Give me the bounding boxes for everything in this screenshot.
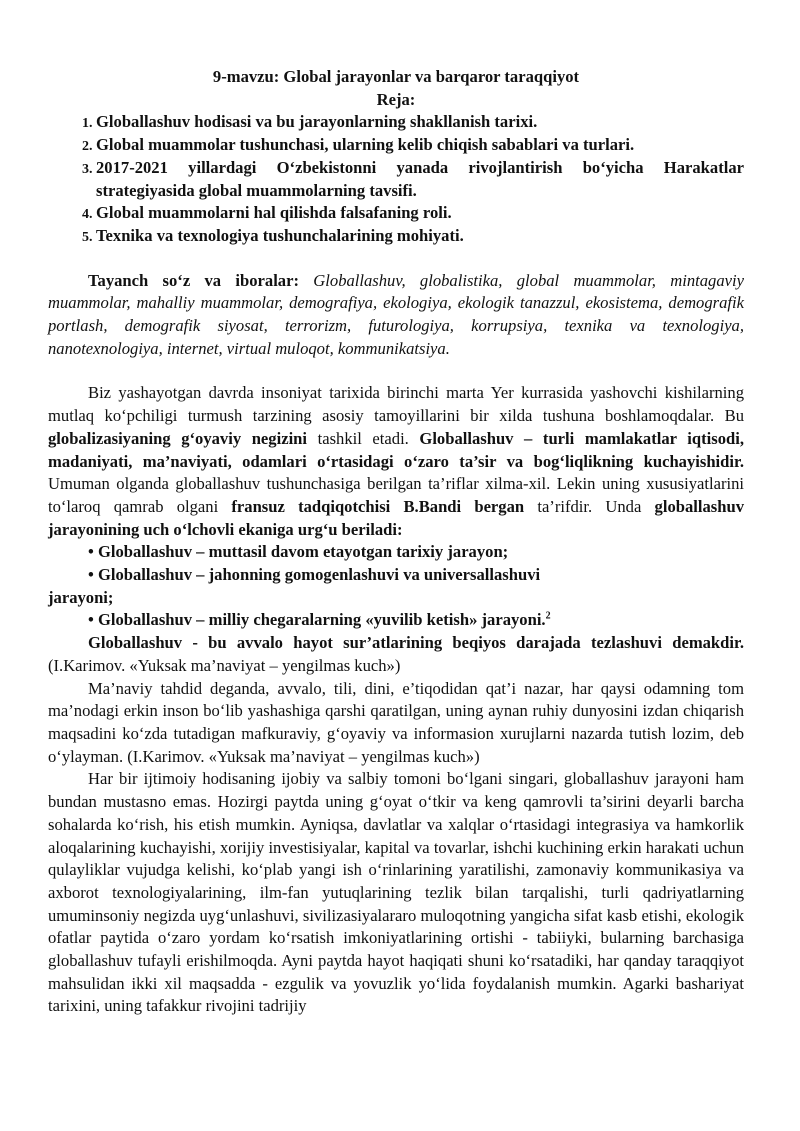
keywords-paragraph [48,270,744,361]
bold-run: globalizasiyaning g‘oyaviy negizini [48,428,308,448]
page-title: 9-mavzu: Global jarayonlar va barqaror taraqqiyot [212,67,580,86]
plan-item: 5. Texnika va texnologiya tushunchalarining mohiyati. [96,225,744,248]
body-paragraph: Har bir ijtimoiy hodisaning ijobiy va salbiy tomoni bo‘lgani singari, globallashuv jarayoni ham bundan mustasno emas. Hozirgi paytda uning g‘oyat o‘tkir va keng qamrovli ta’sirini deyarli barcha sohalarda ko‘rish, his etish mumkin. Ayniqsa, davlatlar va xalqlar o‘rtasidagi integrasiya va hamkorlik aloqalarining kuchayishi, xorijiy investisiyalar, kapital va tovarlar, ishchi kuchining erkin harakati uchun qulayliklar vujudga kelishi, ko‘plab yangi ish o‘rinlarining yaratilishi, zamonaviy kommunikasiya va axborot texnologiyalarining, ilm-fan yutuqlarining tezlik bilan tarqalishi, turli qadriyatlarning umuminsoniy negizda uyg‘unlashuvi, sivilizasiyalararo muloqotning yangicha sifat kasb etishi, ekologik ofatlar paytida o‘zaro yordam ko‘rsatish imkoniyatlarining ortishi - tabiiyki, bularning barchasiga globallashuv tufayli erishilmoqda. Ayni paytda hayot haqiqati shuni ko‘rsatadiki, har qanday taraqqiyot mahsulidan ikki xil maqsadda - ezgulik va yovuzlik yo‘lida foydalanish mumkin. Agarki bashariyat tarixini, uning tafakkur rivojini tadrijiy [48,769,744,1016]
intro-paragraph [48,382,744,541]
bold-run: fransuz tadqiqotchisi B.Bandi bergan [231,496,525,516]
plan-item: 1. Globallashuv hodisasi va bu jarayonlarning shakllanish tarixi. [96,111,744,134]
text-run: Umuman olganda globallashuv tushunchasiga berilgan ta’riflar xilma-xil. Lekin uning xususiyatlarini to‘laroq qamrab olgani [48,474,744,516]
keywords-text: Globallashuv, globalistika, global muammolar, mintagaviy muammolar, mahalliy muammolar, demografiya, ekologiya, ekologik tanazzul, ekosistema, demografik portlash, demografik siyosat, terrorizm, futurologiya, korrupsiya, texnika va texnologiya, nanotexnologiya, internet, virtual muloqot, kommunikatsiya. [48,270,744,358]
quote-bold: Globallashuv - bu avvalo hayot sur’atlarining beqiyos darajada tezlashuvi demakdir. [88,633,744,653]
keywords-label: Tayanch so‘z va iboralar: [88,270,299,290]
bullet-item [48,609,744,632]
plan-heading: Reja: [376,89,416,109]
bold-run: globallashuv jarayonining uch o‘lchovli ekaniga urg‘u beriladi: [48,496,744,539]
bullet-continuation: jarayoni; [48,587,114,607]
citation: (I.Karimov. «Yuksak ma’naviyat – yengilmas kuch») [48,655,401,675]
text-run: tashkil etadi. [307,428,420,448]
plan-list [48,111,744,247]
bullet-item: • Globallashuv – muttasil davom etayotgan tarixiy jarayon; [88,542,509,562]
definition-bold: Globallashuv – turli mamlakatlar iqtisodi, madaniyati, ma’naviyati, odamlari o‘rtasidagi o‘zaro ta’sir va bog‘liqlikning kuchayishidir. [48,428,745,471]
plan-item: 2. Global muammolar tushunchasi, ularning kelib chiqish sabablari va turlari. [96,134,744,157]
text-run: Biz yashayotgan davrda insoniyat tarixida birinchi marta Yer kurrasida yashovchi kishilarning mutlaq ko‘pchiligi turmush tarzining asosiy tamoyillarini bir xilda tushuna boshlamoqdalar. Bu [48,383,744,426]
plan-item: 4. Global muammolarni hal qilishda falsafaning roli. [96,202,744,225]
bullet-item: • Globallashuv – jahonning gomogenlashuvi va universallashuvi [88,565,541,585]
quote-paragraph [48,632,744,677]
footnote-marker: 2 [545,610,551,622]
plan-item: 3. 2017-2021 yillardagi O‘zbekistonni yanada rivojlantirish bo‘yicha Harakatlar strategiyasida global muammolarning tavsifi. [96,157,744,202]
bullet-text: • Globallashuv – milliy chegaralarning «yuvilib ketish» jarayoni. [88,610,546,630]
body-paragraph: Ma’naviy tahdid deganda, avvalo, tili, dini, e’tiqodidan qat’i nazar, har qaysi odamning tom ma’nodagi erkin inson bo‘lib yashashiga qarshi qaratilgan, uning aynan ruhiy dunyosini izdan chiqarish maqsadini ko‘zda tutadigan mafkuraviy, g‘oyaviy va informasion xurujlarni nazarda tutish lozim, deb o‘ylayman. (I.Karimov. «Yuksak ma’naviyat – yengilmas kuch») [48,678,744,766]
text-run: ta’rifdir. Unda [524,496,655,516]
document-page [48,66,744,1018]
